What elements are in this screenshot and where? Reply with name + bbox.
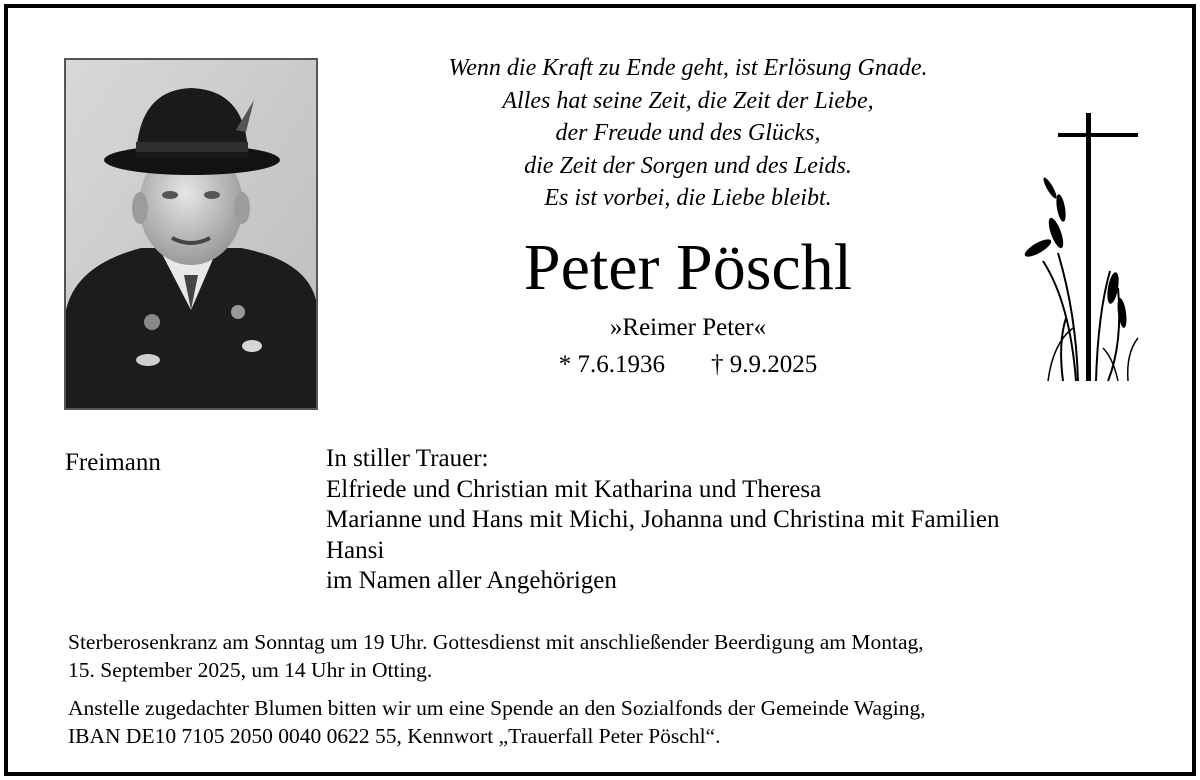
donation-notice	[68, 694, 1178, 750]
poem	[338, 52, 1038, 215]
obituary-frame	[4, 4, 1196, 776]
donation-line: Anstelle zugedachter Blumen bitten wir um eine Spende an den Sozialfonds der Gemeinde Waging,	[68, 696, 926, 720]
birth-date: * 7.6.1936	[558, 351, 665, 378]
mourners-heading: In stiller Trauer:	[326, 445, 489, 472]
cross-with-wheat-icon	[1018, 113, 1148, 388]
poem-line: Wenn die Kraft zu Ende geht, ist Erlösung Gnade.	[448, 55, 928, 81]
deceased-name: Peter Pöschl	[523, 231, 853, 304]
donation-line: IBAN DE10 7105 2050 0040 0622 55, Kennwort „Trauerfall Peter Pöschl“.	[68, 724, 721, 748]
mourner-line: Elfriede und Christian mit Katharina und Theresa	[326, 475, 822, 503]
mourner-line: Marianne und Hans mit Michi, Johanna und Christina mit Familien	[326, 506, 1000, 533]
poem-line: die Zeit der Sorgen und des Leids.	[524, 152, 852, 179]
service-notice	[68, 628, 1178, 684]
mourners-block	[326, 444, 1000, 597]
life-dates	[338, 350, 1038, 380]
poem-line: Es ist vorbei, die Liebe bleibt.	[544, 185, 832, 211]
service-line: 15. September 2025, um 14 Uhr in Otting.	[68, 658, 433, 682]
poem-line: Alles hat seine Zeit, die Zeit der Liebe,	[502, 87, 874, 114]
poem-line: der Freude und des Glücks,	[555, 120, 821, 146]
deceased-nickname: »Reimer Peter«	[609, 314, 767, 341]
mourner-line: Hansi	[326, 536, 385, 564]
place-name: Freimann	[65, 449, 161, 476]
death-date: † 9.9.2025	[711, 351, 818, 378]
service-line: Sterberosenkranz am Sonntag um 19 Uhr. Gottesdienst mit anschließender Beerdigung am Montag,	[68, 630, 924, 654]
mourner-line: im Namen aller Angehörigen	[326, 567, 617, 594]
portrait-photo	[64, 58, 318, 410]
